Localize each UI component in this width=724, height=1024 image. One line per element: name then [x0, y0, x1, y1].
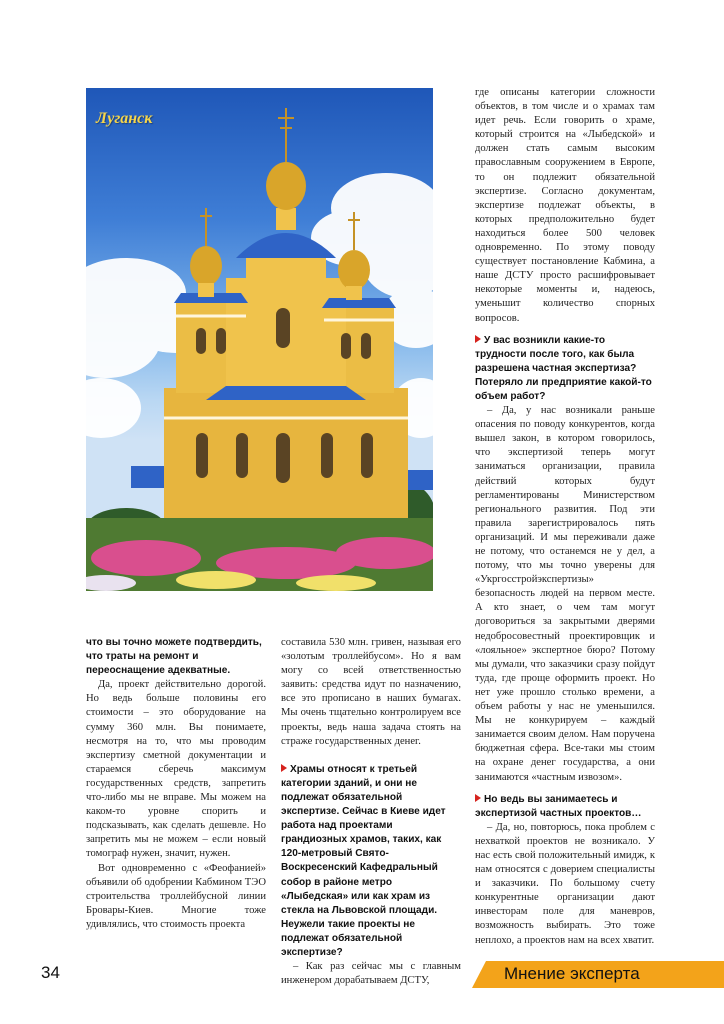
cathedral-illustration [86, 88, 433, 591]
column-middle [281, 636, 461, 988]
paragraph: Да, проект действительно дорогой. Но ведь больше половины его стоимости – это оборудование на сумму 360 млн. Вы понимаете, несмотря на то, что мы проводим экспертизу сметной документации и стараемся сберечь максимум государственных средств, запретить что-либо мы не вправе. Мы можем на каком-то уровне спорить и подсказывать, как сделать дешевле. Но запретить мы не можем – если новый томограф нужен, значит, нужен. [86, 679, 266, 860]
column-left [86, 636, 266, 932]
column-right [475, 86, 655, 948]
paragraph: где описаны категории сложности объектов, в том числе и о храмах там идет речь. Если говорить о храме, который строится на «Лыбедской» и должен стать самым высоким православным сооружением в Европе, то он подлежит обязательной экспертизе. Согласно документам, экспертизе подлежат объекты, в которых предположительно будет находиться более 500 человек одновременно. По этому поводу существует постановление Кабмина, а наше ДСТУ просто расшифровывает некоторые моменты и, надеюсь, уменьшит количество спорных вопросов. [475, 87, 655, 324]
question-text: Но ведь вы занимаетесь и экспертизой частных проектов… [475, 793, 642, 819]
question-text: У вас возникли какие-то трудности после того, как была разрешена частная экспертиза? Потеряло ли предприятие какой-то объем работ? [475, 334, 652, 402]
cathedral-photo [86, 88, 433, 591]
paragraph: составила 530 млн. гривен, называя его «золотым троллейбусом». Но я вам могу со всей ответственностью заявить: средства идут по назначению, все это прописано в наших бумагах. Мы очень тщательно контролируем все проекты, ведь наша задача стоять на страже государственных денег. [281, 637, 461, 747]
paragraph: Вот одновременно с «Феофанией» объявили об одобрении Кабмином ТЭО строительства троллейбусной линии Бровары-Киев. Многие тоже удивлялись, что стоимость проекта [86, 862, 266, 930]
paragraph: – Да, но, повторюсь, пока проблем с нехваткой проектов не возникало. У нас есть свой положительный имидж, к нам относятся с доверием специалисты и заказчики. По большому счету конкурентные организации дают инвесторам поле для маневров, возможность выбирать. Это тоже неплохо, а проектов нам на всех хватит. [475, 821, 655, 946]
photo-caption: Луганск [96, 110, 153, 127]
paragraph: – Как раз сейчас мы с главным инженером дорабатываем ДСТУ, [281, 961, 461, 987]
question-tail: что вы точно можете подтвердить, что траты на ремонт и переоснащение адекватные. [86, 637, 262, 677]
question [475, 334, 655, 404]
question [475, 793, 655, 821]
paragraph: – Да, у нас возникали раньше опасения по поводу конкурентов, когда вышел закон, в котором говорилось, что экспертизой теперь могут заниматься организации, правила действий которых будут регламентированы Министерством регионального развития. Под эти правила зарегистрировалось пять организаций. И мы переживали даже не потому, что останемся не у дел, а потому, что мы точно уверены для «Укргосстройэкспертизы» безопасность людей на первом месте. А кто знает, о чем там могут договориться за закрытыми дверями недобросовестный проектировщик и «лояльное» экспертное бюро? Потому мы думали, что заказчики сразу пойдут туда, где проще оформить проект. Но нет уже прошло столько времени, а объем работы у нас не уменьшился. Мы не конкурируем – каждый занимается своим делом. Нам поручена бюджетная сфера. Все-таки мы стоим на охране денег государства, а они занимаются «частным извозом». [475, 405, 655, 783]
page-number: 34 [41, 963, 60, 982]
question-marker-icon [475, 335, 481, 343]
question-marker-icon [281, 764, 287, 772]
question-text: Храмы относят к третьей категории зданий, и они не подлежат обязательной экспертизе. Сейчас в Киеве идет работа над проектами грандиозных храмов, таких, как 120-метровый Свято-Воскресенский Кафедральный собор в районе метро «Лыбедская» или как храм из стекла на Львовской площади. Неужели такие проекты не подлежат обязательной экспертизе? [281, 763, 446, 958]
question [281, 763, 461, 960]
section-label: Мнение эксперта [504, 964, 640, 983]
question-marker-icon [475, 794, 481, 802]
